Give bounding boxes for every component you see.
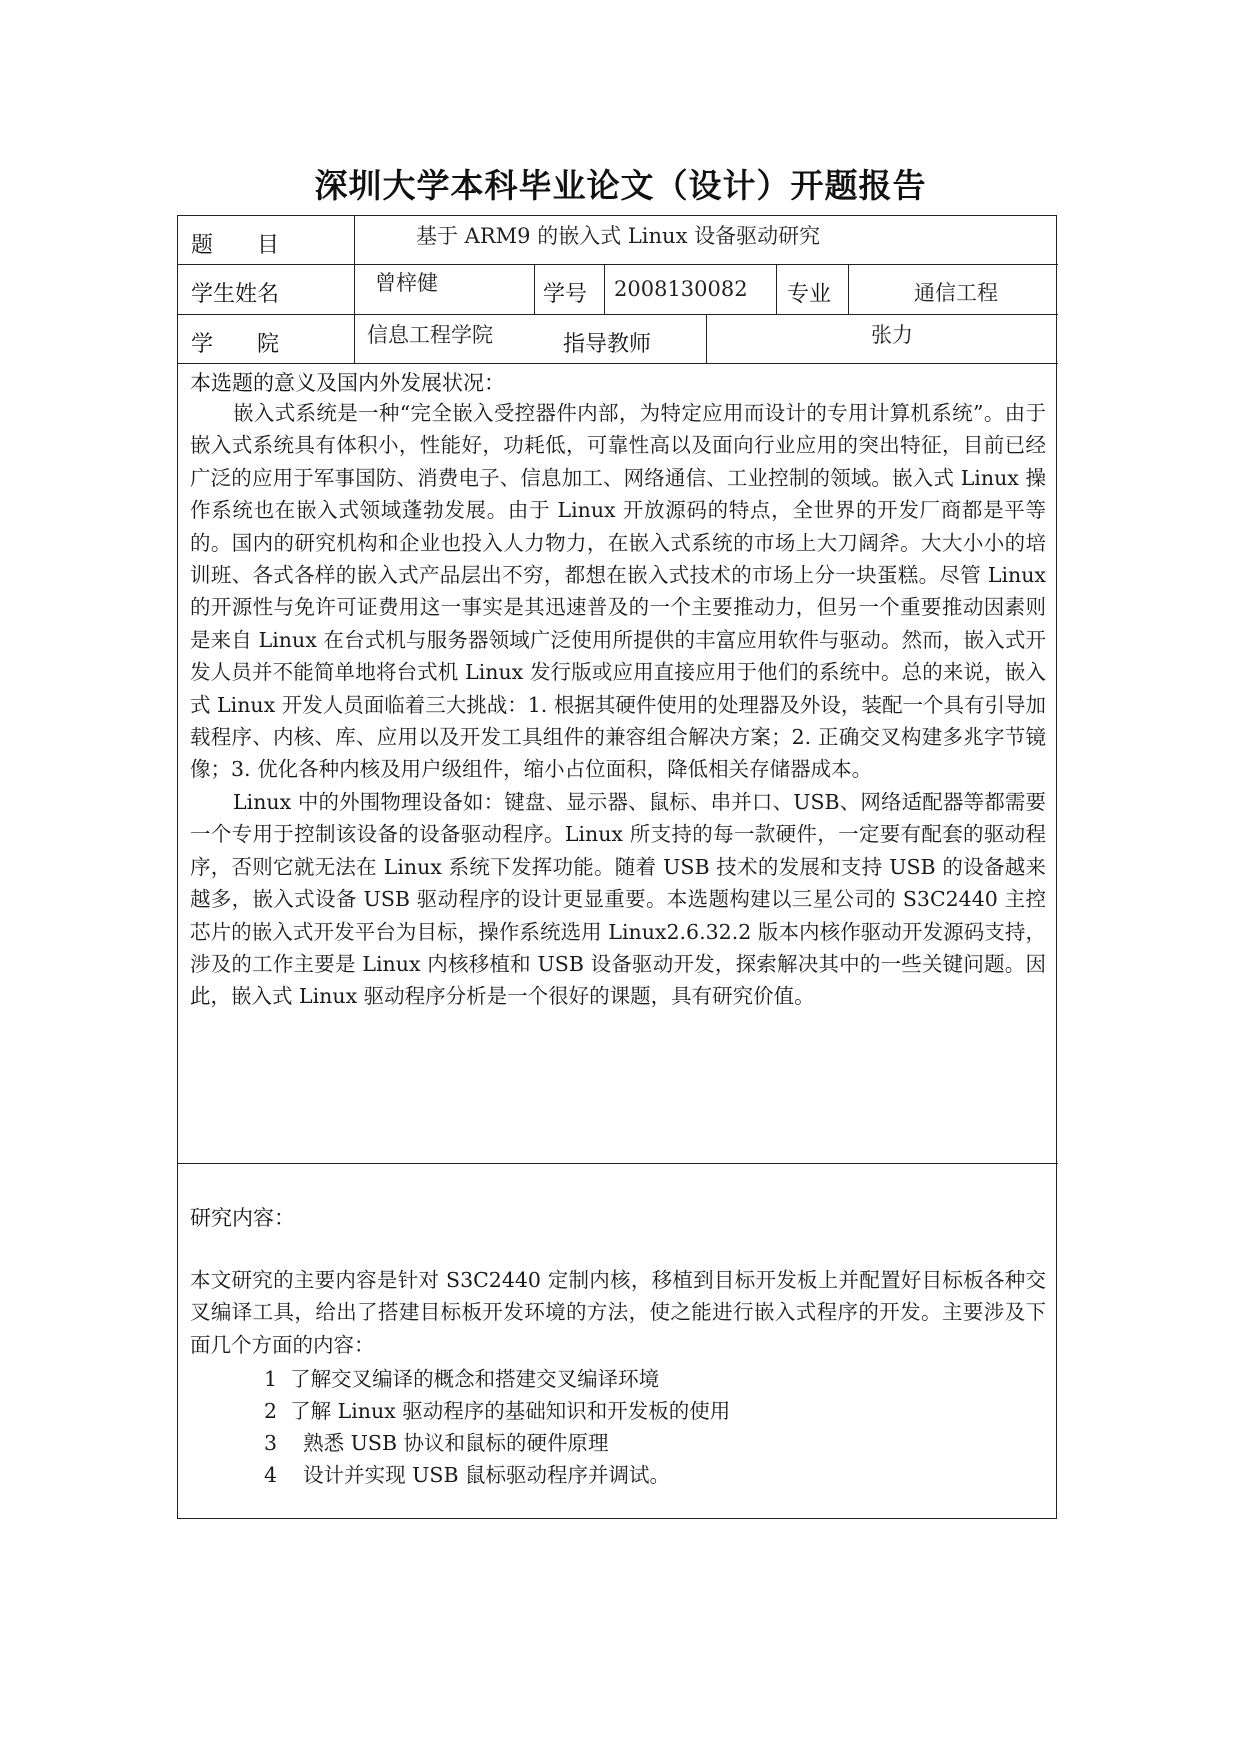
major-value: 通信工程 bbox=[914, 281, 998, 305]
col-divider bbox=[354, 216, 355, 363]
student-name-label: 学生姓名 bbox=[191, 282, 280, 307]
research-intro bbox=[190, 1264, 1046, 1361]
col-divider bbox=[534, 264, 535, 314]
row-divider bbox=[178, 314, 1058, 315]
list-item: 3 熟悉 USB 协议和鼠标的硬件原理 bbox=[264, 1431, 609, 1455]
col-divider bbox=[848, 264, 849, 314]
student-id-label: 学号 bbox=[543, 282, 588, 307]
proposal-form bbox=[177, 215, 1057, 1519]
significance-heading: 本选题的意义及国内外发展状况： bbox=[190, 371, 505, 395]
col-divider bbox=[604, 264, 605, 314]
list-item: 2 了解 Linux 驱动程序的基础知识和开发板的使用 bbox=[264, 1399, 731, 1423]
advisor-label: 指导教师 bbox=[563, 332, 652, 357]
significance-body bbox=[190, 397, 1046, 1013]
research-intro-text: 本文研究的主要内容是针对 S3C2440 定制内核，移植到目标开发板上并配置好目标板各种交叉编译工具，给出了搭建目标板开发环境的方法，使之能进行嵌入式程序的开发。主要涉及下面几个方面的内容： bbox=[190, 1268, 1046, 1357]
col-divider bbox=[706, 314, 707, 363]
row-divider bbox=[178, 264, 1058, 265]
research-heading: 研究内容： bbox=[190, 1206, 295, 1230]
significance-paragraph: 嵌入式系统是一种“完全嵌入受控器件内部，为特定应用而设计的专用计算机系统”。由于嵌入式系统具有体积小，性能好，功耗低，可靠性高以及面向行业应用的突出特征，目前已经广泛的应用于军事国防、消费电子、信息加工、网络通信、工业控制的领域。嵌入式 Linux 操作系统也在嵌入式领域蓬勃发展。由于 Linux 开放源码的特点，全世界的开发厂商都是平等的。国内的研究机构和企业也投入人力物力，在嵌入式系统的市场上大刀阔斧。大大小小的培训班、各式各样的嵌入式产品层出不穷，都想在嵌入式技术的市场上分一块蛋糕。尽管 Linux 的开源性与免许可证费用这一事实是其迅速普及的一个主要推动力，但另一个重要推动因素则是来自 Linux 在台式机与服务器领域广泛使用所提供的丰富应用软件与驱动。然而，嵌入式开发人员并不能简单地将台式机 Linux 发行版或应用直接应用于他们的系统中。总的来说，嵌入式 Linux 开发人员面临着三大挑战：1. 根据其硬件使用的处理器及外设，装配一个具有引导加载程序、内核、库、应用以及开发工具组件的兼容组合解决方案；2. 正确交叉构建多兆字节镜像；3. 优化各种内核及用户级组件，缩小占位面积，降低相关存储器成本。 bbox=[190, 401, 1046, 782]
college-label: 学 院 bbox=[191, 332, 280, 357]
topic-label: 题 目 bbox=[191, 233, 280, 258]
topic-value: 基于 ARM9 的嵌入式 Linux 设备驱动研究 bbox=[416, 224, 821, 248]
student-name-value: 曾梓健 bbox=[375, 271, 438, 295]
major-label: 专业 bbox=[787, 282, 832, 307]
row-divider bbox=[178, 363, 1058, 364]
advisor-value: 张力 bbox=[871, 323, 913, 347]
college-value: 信息工程学院 bbox=[367, 323, 493, 347]
page-title: 深圳大学本科毕业论文（设计）开题报告 bbox=[314, 166, 927, 205]
list-item: 4 设计并实现 USB 鼠标驱动程序并调试。 bbox=[264, 1463, 671, 1487]
list-item: 1 了解交叉编译的概念和搭建交叉编译环境 bbox=[264, 1367, 660, 1391]
section-divider bbox=[178, 1163, 1058, 1164]
significance-paragraph: Linux 中的外围物理设备如：键盘、显示器、鼠标、串并口、USB、网络适配器等都需要一个专用于控制该设备的设备驱动程序。Linux 所支持的每一款硬件，一定要有配套的驱动程序，否则它就无法在 Linux 系统下发挥功能。随着 USB 技术的发展和支持 USB 的设备越来越多，嵌入式设备 USB 驱动程序的设计更显重要。本选题构建以三星公司的 S3C2440 主控芯片的嵌入式开发平台为目标，操作系统选用 Linux2.6.32.2 版本内核作驱动开发源码支持，涉及的工作主要是 Linux 内核移植和 USB 设备驱动开发，探索解决其中的一些关键问题。因此，嵌入式 Linux 驱动程序分析是一个很好的课题，具有研究价值。 bbox=[190, 789, 1046, 1009]
col-divider bbox=[776, 264, 777, 314]
student-id-value: 2008130082 bbox=[614, 277, 748, 301]
